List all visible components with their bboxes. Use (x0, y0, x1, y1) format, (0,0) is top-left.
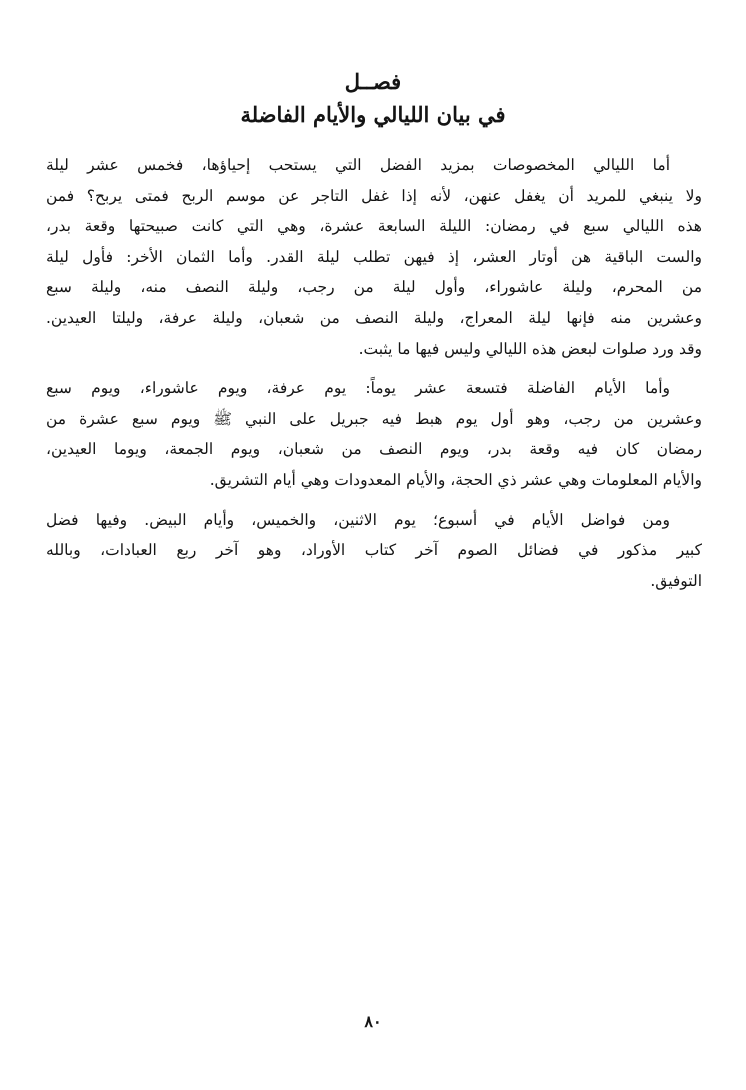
text-line: رمضان كان فيه وقعة بدر، ويوم النصف من شعبان، ويوم الجمعة، ويوما العيدين، (46, 440, 702, 459)
chapter-subtitle: في بيان الليالي والأيام الفاضلة (240, 102, 506, 127)
text-line: هذه الليالي سبع في رمضان: الليلة السابعة عشرة، وهي التي كانت صبيحتها وقعة بدر، (46, 217, 702, 236)
text-line: ومن فواضل الأيام في أسبوع؛ يوم الاثنين، والخميس، وأيام البيض. وفيها فضل (46, 510, 670, 529)
text-line: وأما الأيام الفاضلة فتسعة عشر يوماً: يوم عرفة، ويوم عاشوراء، ويوم سبع (46, 379, 670, 398)
body-text (46, 150, 702, 596)
text-line: وقد ورد صلوات لبعض هذه الليالي وليس فيها ما يثبت. (358, 339, 702, 358)
text-line: والأيام المعلومات وهي عشر ذي الحجة، والأيام المعدودات وهي أيام التشريق. (209, 470, 702, 489)
text-line: والست الباقية هن أوتار العشر، إذ فيهن تطلب ليلة القدر. وأما الثمان الأخر: فأول ليلة (46, 247, 702, 266)
text-line: وعشرين من رجب، وهو أول يوم هبط فيه جبريل على النبي ﷺ ويوم سبع عشرة من (46, 409, 702, 428)
text-line: وعشرين منه فإنها ليلة المعراج، وليلة النصف من شعبان، وليلة عرفة، وليلتا العيدين. (46, 308, 702, 327)
text-line: التوفيق. (650, 571, 702, 590)
paragraph-nights (46, 150, 702, 364)
chapter-title: فصــل (344, 69, 402, 94)
text-line: كبير مذكور في فضائل الصوم آخر كتاب الأوراد، وهو آخر ربع العبادات، وبالله (46, 541, 702, 560)
paragraph-days (46, 373, 702, 495)
chapter-heading (40, 66, 706, 132)
page-number: ٨٠ (364, 1012, 382, 1031)
paragraph-week-days (46, 505, 702, 597)
text-line: من المحرم، وليلة عاشوراء، وأول ليلة من رجب، وليلة النصف منه، وليلة سبع (46, 278, 702, 297)
text-line: ولا ينبغي للمريد أن يغفل عنهن، لأنه إذا غفل التاجر عن موسم الربح فمتى يربح؟ فمن (46, 186, 702, 205)
text-line: أما الليالي المخصوصات بمزيد الفضل التي يستحب إحياؤها، فخمس عشر ليلة (46, 156, 670, 174)
